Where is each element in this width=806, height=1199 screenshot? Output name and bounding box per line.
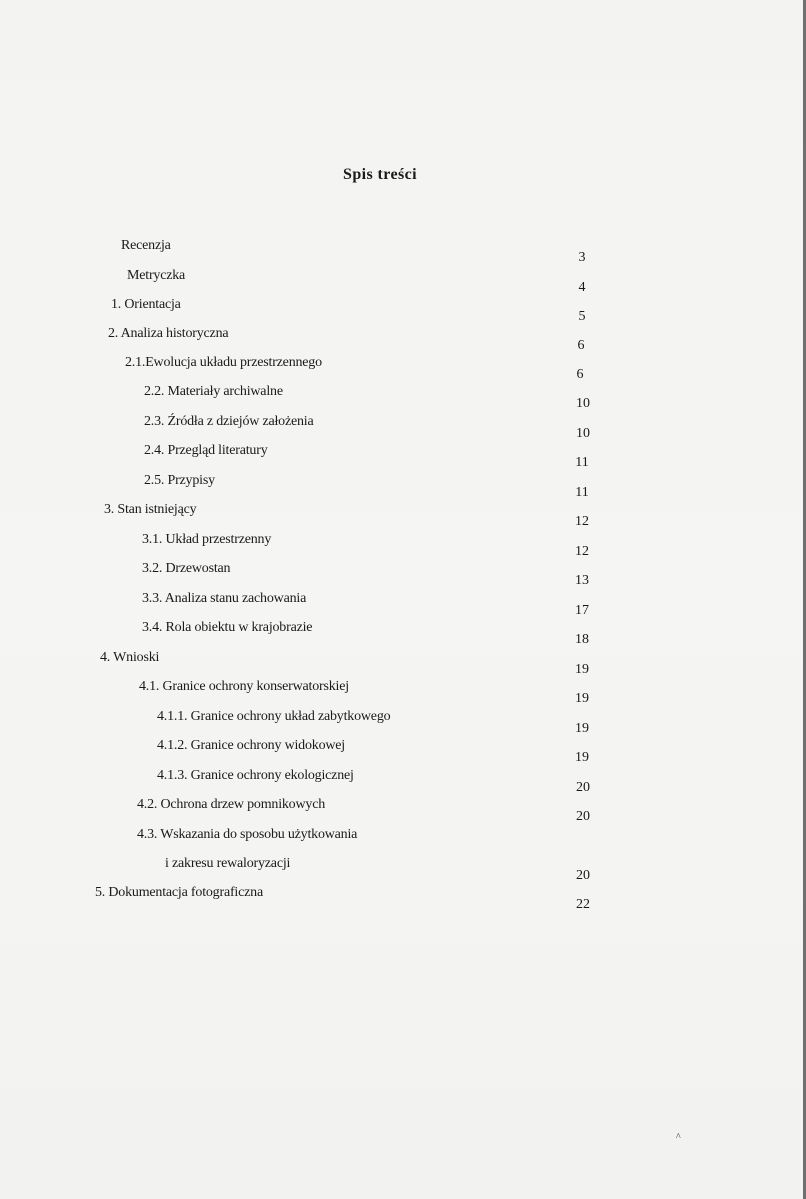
toc-entry-label: Metryczka <box>127 268 186 283</box>
toc-entry-label: 2.2. Materiały archiwalne <box>144 384 283 399</box>
toc-entry <box>0 414 806 441</box>
toc-entry-page: 20 <box>576 780 590 795</box>
toc-entry <box>0 268 806 295</box>
toc-entry <box>0 768 806 795</box>
toc-entry-page: 19 <box>575 691 589 706</box>
toc-entry-label: 4.3. Wskazania do sposobu użytkowania <box>137 827 358 842</box>
toc-entry-label: 4.1.2. Granice ochrony widokowej <box>157 738 345 753</box>
toc-entry-label: 2.4. Przegląd literatury <box>144 443 268 458</box>
toc-entry-label: 3.4. Rola obiektu w krajobrazie <box>142 620 313 635</box>
toc-entry <box>0 738 806 765</box>
toc-entry-page: 13 <box>575 573 589 588</box>
toc-entry-label: i zakresu rewaloryzacji <box>165 856 291 871</box>
toc-entry <box>0 238 806 265</box>
toc-entry <box>0 620 806 647</box>
page-title: Spis treści <box>343 166 417 183</box>
toc-entry <box>0 326 806 353</box>
toc-entry-page: 12 <box>575 544 589 559</box>
toc-entry-label: 4.1.1. Granice ochrony układ zabytkowego <box>157 709 391 724</box>
toc-entry-page: 12 <box>575 514 589 529</box>
toc-entry-label: 4. Wnioski <box>100 650 160 665</box>
toc-entry-page: 17 <box>575 603 589 618</box>
toc-entry-page: 20 <box>576 809 590 824</box>
toc-entry-page: 18 <box>575 632 589 647</box>
toc-entry <box>0 297 806 324</box>
toc-entry-page: 6 <box>576 367 584 382</box>
toc-entry <box>0 532 806 559</box>
toc-entry-label: 2.1.Ewolucja układu przestrzennego <box>125 355 322 370</box>
scan-speck: ^ <box>676 1132 681 1143</box>
toc-entry <box>0 679 806 706</box>
toc-entry <box>0 443 806 470</box>
toc-entry <box>0 709 806 736</box>
toc-entry-page: 10 <box>576 426 590 441</box>
toc-entry <box>0 384 806 411</box>
toc-entry-label: 3.3. Analiza stanu zachowania <box>142 591 307 606</box>
toc-entry-label: 2.5. Przypisy <box>144 473 215 488</box>
toc-entry-page: 10 <box>576 396 590 411</box>
toc-entry-label: 1. Orientacja <box>111 297 181 312</box>
toc-entry <box>0 827 806 851</box>
toc-entry <box>0 502 806 529</box>
toc-entry-label: 4.2. Ochrona drzew pomnikowych <box>137 797 326 812</box>
toc-entry-label: 4.1.3. Granice ochrony ekologicznej <box>157 768 354 783</box>
toc-entry-page: 19 <box>575 662 589 677</box>
toc-entry-label: Recenzja <box>121 238 171 253</box>
toc-entry <box>0 885 806 912</box>
toc-entry-page: 19 <box>575 750 589 765</box>
toc-entry-page: 4 <box>578 280 586 295</box>
toc-entry-label: 5. Dokumentacja fotograficzna <box>95 885 263 900</box>
toc-entry-page: 11 <box>575 485 589 500</box>
toc-entry-label: 3. Stan istniejący <box>104 502 197 517</box>
toc-entry-label: 4.1. Granice ochrony konserwatorskiej <box>139 679 349 694</box>
toc-entry <box>0 856 806 883</box>
toc-entry-label: 3.1. Układ przestrzenny <box>142 532 272 547</box>
toc-entry <box>0 591 806 618</box>
toc-entry-label: 2. Analiza historyczna <box>108 326 229 341</box>
toc-entry-page: 22 <box>576 897 590 912</box>
toc-entry-page: 5 <box>578 309 586 324</box>
toc-entry <box>0 650 806 677</box>
toc-entry <box>0 355 806 382</box>
toc-entry-label: 2.3. Źródła z dziejów założenia <box>144 414 314 429</box>
toc-entry <box>0 473 806 500</box>
toc-entry <box>0 561 806 588</box>
toc-entry-page: 11 <box>575 455 589 470</box>
toc-entry-page: 3 <box>578 250 586 265</box>
toc-entry-label: 3.2. Drzewostan <box>142 561 231 576</box>
toc-entry-page: 6 <box>577 338 585 353</box>
toc-entry-page: 20 <box>576 868 590 883</box>
toc-entry <box>0 797 806 824</box>
toc-entry-page: 19 <box>575 721 589 736</box>
